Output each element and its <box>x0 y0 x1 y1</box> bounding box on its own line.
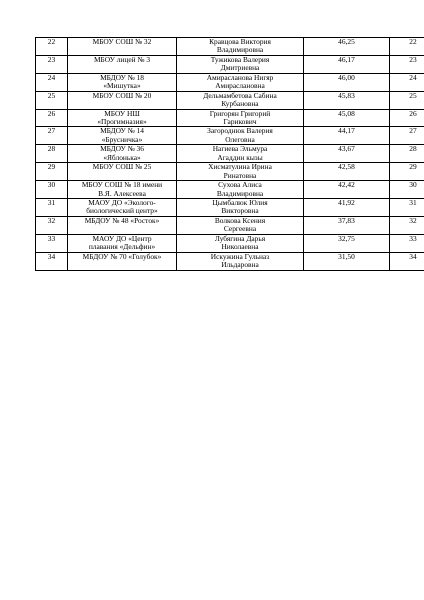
organization-line: МБДОУ № 14 <box>100 126 144 136</box>
organization-line: МБОУ СОШ № 32 <box>92 37 152 46</box>
table-row <box>36 145 424 163</box>
participant-name-line: Волкова Ксения <box>214 216 266 225</box>
score-cell: 46,25 <box>304 38 390 56</box>
place-cell: 31 <box>390 199 424 217</box>
participant-name-line: Сергеевна <box>223 224 257 234</box>
participant-name-line: Тужикова Валерия <box>210 55 270 64</box>
table-row <box>36 127 424 145</box>
participant-name-line: Амирасланова Нигяр <box>206 73 274 82</box>
participant-name-line: Владимировна <box>216 45 264 55</box>
participant-name-line: Хисматулина Ирина <box>208 162 272 172</box>
place-cell: 29 <box>390 163 424 181</box>
table-row <box>36 199 424 217</box>
participant-name-line: Цымбалюк Юлия <box>212 198 268 208</box>
row-number-cell: 28 <box>36 145 68 163</box>
score-cell: 46,17 <box>304 55 390 73</box>
organization-line: МБДОУ № 48 «Росток» <box>84 216 160 225</box>
participant-name-line: Амираслановна <box>215 81 265 91</box>
participant-name-cell <box>177 234 304 252</box>
participant-name-line: Ринатовна <box>223 170 257 180</box>
table-row <box>36 252 424 270</box>
participant-name-line: Николаевна <box>221 242 259 252</box>
organization-line: МБОУ лицей № 3 <box>93 55 151 64</box>
participant-name-line: Искужина Гульназ <box>210 252 270 261</box>
organization-line: В.Я. Алексеева <box>98 188 146 198</box>
score-cell: 45,83 <box>304 91 390 109</box>
row-number-cell: 24 <box>36 73 68 91</box>
participant-name-line: Ильдаровна <box>221 260 259 270</box>
row-number-cell: 32 <box>36 216 68 234</box>
organization-line: МАОУ ДО «Центр <box>92 234 152 243</box>
row-number-cell: 23 <box>36 55 68 73</box>
organization-cell <box>68 91 177 109</box>
participant-name-line: Курбановна <box>221 99 259 109</box>
organization-cell <box>68 216 177 234</box>
score-cell: 45,08 <box>304 109 390 127</box>
table-row <box>36 163 424 181</box>
row-number-cell: 22 <box>36 38 68 56</box>
organization-cell <box>68 38 177 56</box>
organization-line: МБДОУ № 70 «Голубок» <box>82 252 162 261</box>
table-row <box>36 73 424 91</box>
score-cell: 42,58 <box>304 163 390 181</box>
results-table-body <box>36 38 424 271</box>
organization-line: МБОУ НШ <box>104 109 140 118</box>
participant-name-line: Лубягина Дарья <box>214 234 266 243</box>
organization-cell <box>68 199 177 217</box>
place-cell: 32 <box>390 216 424 234</box>
place-cell: 23 <box>390 55 424 73</box>
organization-line: МБОУ СОШ № 20 <box>92 91 152 100</box>
row-number-cell: 31 <box>36 199 68 217</box>
organization-cell <box>68 127 177 145</box>
organization-line: МБДОУ № 18 <box>100 73 144 82</box>
organization-line: плавания «Дельфин» <box>88 242 156 252</box>
organization-line: МАОУ ДО «Эколого- <box>88 198 156 208</box>
organization-line: МБДОУ № 36 <box>100 144 144 154</box>
place-cell: 33 <box>390 234 424 252</box>
table-row <box>36 38 424 56</box>
place-cell: 26 <box>390 109 424 127</box>
score-cell: 42,42 <box>304 181 390 199</box>
participant-name-line: Загороднюк Валерия <box>207 126 273 136</box>
row-number-cell: 34 <box>36 252 68 270</box>
participant-name-cell <box>177 199 304 217</box>
participant-name-line: Олеговна <box>225 134 255 144</box>
participant-name-cell <box>177 145 304 163</box>
place-cell: 34 <box>390 252 424 270</box>
score-cell: 43,67 <box>304 145 390 163</box>
participant-name-line: Дельмамбетова Сабина <box>203 91 277 100</box>
participant-name-line: Владимировна <box>216 188 264 198</box>
participant-name-line: Сухова Алиса <box>218 180 262 190</box>
organization-cell <box>68 73 177 91</box>
participant-name-line: Гарикович <box>223 116 257 126</box>
participant-name-line: Кравцова Виктория <box>209 37 271 46</box>
organization-line: биологический центр» <box>86 206 158 216</box>
organization-line: «Брусничка» <box>101 134 143 144</box>
participant-name-cell <box>177 109 304 127</box>
organization-cell <box>68 163 177 181</box>
organization-cell <box>68 234 177 252</box>
participant-name-line: Агаддин кызы <box>217 152 263 162</box>
table-row <box>36 91 424 109</box>
organization-line: «Мишутка» <box>103 81 141 91</box>
participant-name-line: Дмитриевна <box>220 63 260 73</box>
organization-cell <box>68 252 177 270</box>
score-cell: 44,17 <box>304 127 390 145</box>
participant-name-cell <box>177 181 304 199</box>
row-number-cell: 26 <box>36 109 68 127</box>
participant-name-cell <box>177 252 304 270</box>
participant-name-cell <box>177 163 304 181</box>
place-cell: 30 <box>390 181 424 199</box>
organization-cell <box>68 145 177 163</box>
organization-cell <box>68 109 177 127</box>
table-row <box>36 216 424 234</box>
organization-line: «Яблонька» <box>103 152 141 162</box>
participant-name-cell <box>177 55 304 73</box>
row-number-cell: 29 <box>36 163 68 181</box>
table-row <box>36 234 424 252</box>
organization-line: МБОУ СОШ № 25 <box>92 162 152 172</box>
row-number-cell: 30 <box>36 181 68 199</box>
table-row <box>36 109 424 127</box>
participant-name-cell <box>177 38 304 56</box>
participant-name-line: Григорян Григорий <box>209 109 271 118</box>
place-cell: 24 <box>390 73 424 91</box>
participant-name-cell <box>177 216 304 234</box>
score-cell: 41,92 <box>304 199 390 217</box>
score-cell: 31,50 <box>304 252 390 270</box>
organization-cell <box>68 55 177 73</box>
participant-name-cell <box>177 127 304 145</box>
organization-cell <box>68 181 177 199</box>
table-row <box>36 55 424 73</box>
row-number-cell: 27 <box>36 127 68 145</box>
organization-line: «Прогимназия» <box>97 116 147 126</box>
results-table <box>35 37 424 271</box>
row-number-cell: 25 <box>36 91 68 109</box>
row-number-cell: 33 <box>36 234 68 252</box>
place-cell: 22 <box>390 38 424 56</box>
organization-line: МБОУ СОШ № 18 имени <box>81 180 163 190</box>
place-cell: 25 <box>390 91 424 109</box>
score-cell: 46,00 <box>304 73 390 91</box>
table-row <box>36 181 424 199</box>
participant-name-cell <box>177 73 304 91</box>
participant-name-line: Нагиева Эльмура <box>212 144 268 154</box>
participant-name-line: Викторовна <box>221 206 259 216</box>
place-cell: 28 <box>390 145 424 163</box>
participant-name-cell <box>177 91 304 109</box>
place-cell: 27 <box>390 127 424 145</box>
score-cell: 37,83 <box>304 216 390 234</box>
score-cell: 32,75 <box>304 234 390 252</box>
